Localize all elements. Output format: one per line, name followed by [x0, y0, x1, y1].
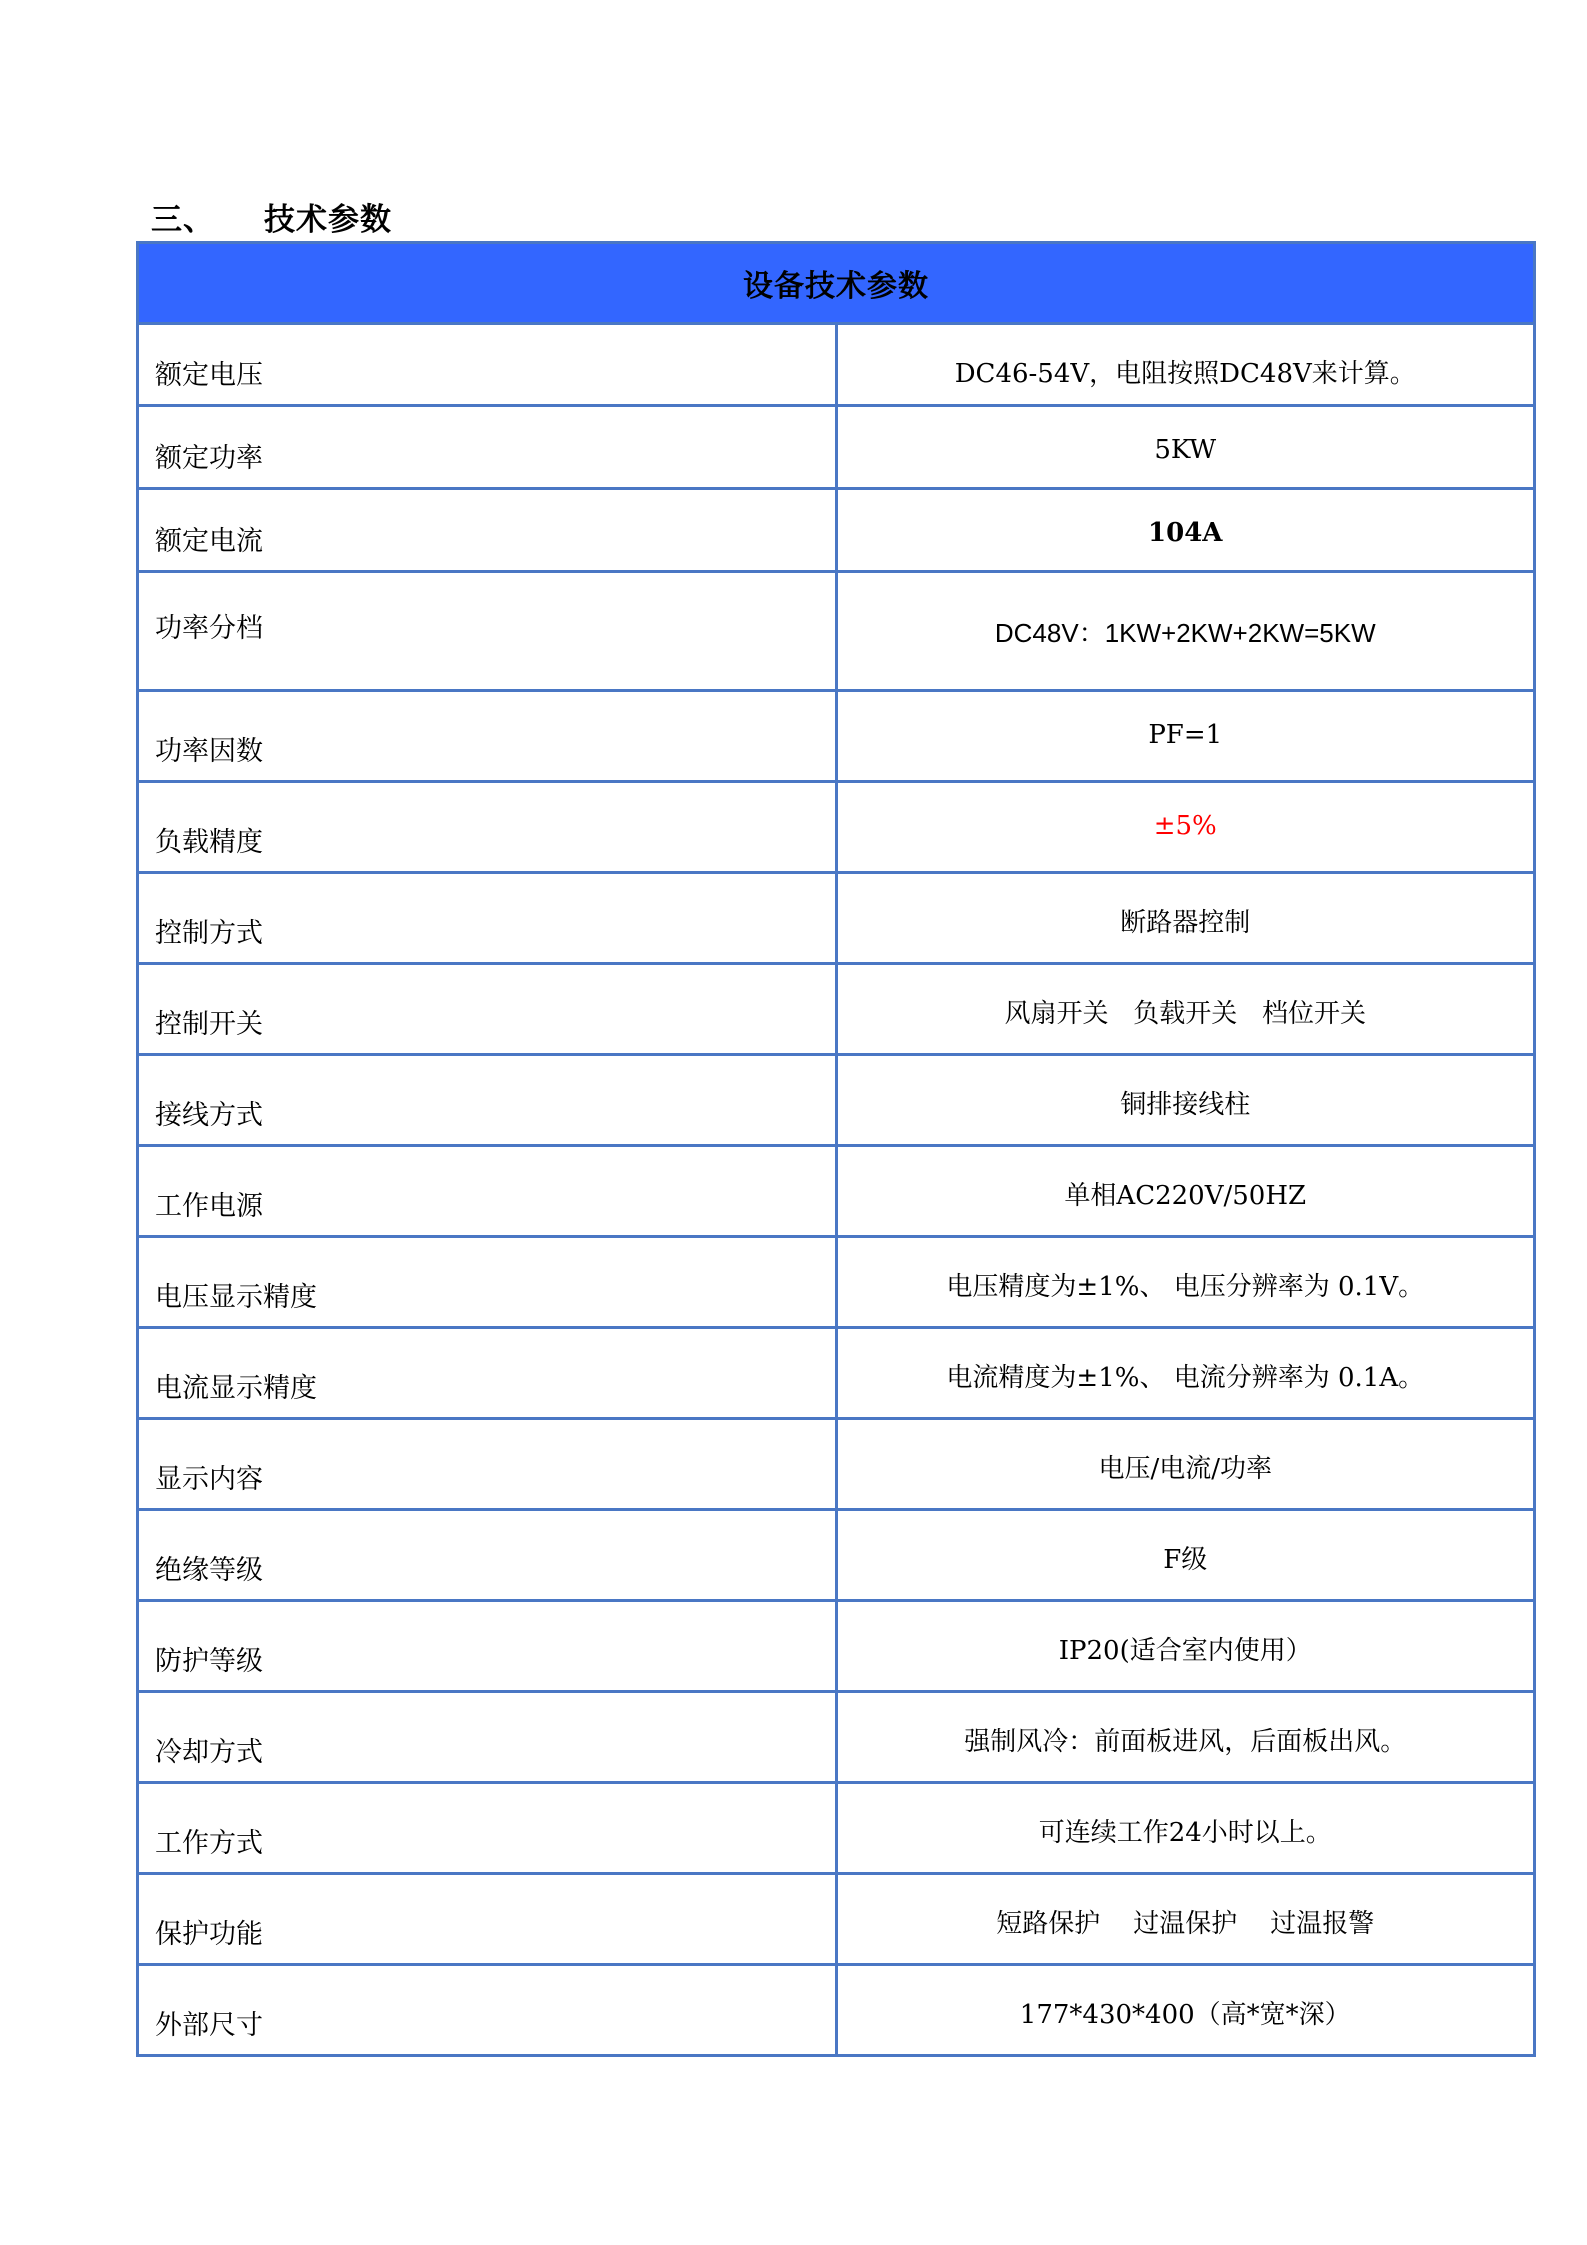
table-row [138, 1055, 1535, 1146]
row-label: 额定功率 [138, 406, 837, 489]
table-row [138, 1419, 1535, 1510]
row-value: 104A [836, 489, 1535, 572]
section-heading [151, 192, 392, 240]
row-label: 功率因数 [138, 691, 837, 782]
table-row [138, 964, 1535, 1055]
row-label: 额定电流 [138, 489, 837, 572]
table-row [138, 1965, 1535, 2056]
row-label: 工作方式 [138, 1783, 837, 1874]
row-label: 显示内容 [138, 1419, 837, 1510]
table-row [138, 572, 1535, 691]
spec-table-header: 设备技术参数 [138, 243, 1535, 324]
row-value: ±5% [836, 782, 1535, 873]
row-label: 电压显示精度 [138, 1237, 837, 1328]
table-row [138, 1510, 1535, 1601]
table-row [138, 691, 1535, 782]
row-value: 5KW [836, 406, 1535, 489]
spec-table [136, 241, 1536, 2057]
row-label: 防护等级 [138, 1601, 837, 1692]
table-row [138, 873, 1535, 964]
table-row [138, 1237, 1535, 1328]
section-title: 技术参数 [264, 201, 392, 238]
row-label: 绝缘等级 [138, 1510, 837, 1601]
row-value: 可连续工作24小时以上。 [836, 1783, 1535, 1874]
row-value: 电压精度为±1%、 电压分辨率为 0.1V。 [836, 1237, 1535, 1328]
row-value: 短路保护 过温保护 过温报警 [836, 1874, 1535, 1965]
row-label: 额定电压 [138, 324, 837, 406]
row-value: 断路器控制 [836, 873, 1535, 964]
row-value: 电流精度为±1%、 电流分辨率为 0.1A。 [836, 1328, 1535, 1419]
table-row [138, 1328, 1535, 1419]
table-row [138, 782, 1535, 873]
row-label: 控制开关 [138, 964, 837, 1055]
row-label: 电流显示精度 [138, 1328, 837, 1419]
row-value: IP20(适合室内使用） [836, 1601, 1535, 1692]
table-row [138, 324, 1535, 406]
table-row [138, 1692, 1535, 1783]
row-label: 功率分档 [138, 572, 837, 691]
table-row [138, 406, 1535, 489]
table-row [138, 1601, 1535, 1692]
row-value: PF=1 [836, 691, 1535, 782]
row-value: DC48V：1KW+2KW+2KW=5KW [836, 572, 1535, 691]
section-number: 三、 [151, 201, 215, 238]
table-row [138, 1146, 1535, 1237]
table-row [138, 1783, 1535, 1874]
row-label: 接线方式 [138, 1055, 837, 1146]
row-value: 电压/电流/功率 [836, 1419, 1535, 1510]
row-value: 风扇开关 负载开关 档位开关 [836, 964, 1535, 1055]
table-row [138, 1874, 1535, 1965]
row-value: DC46-54V，电阻按照DC48V来计算。 [836, 324, 1535, 406]
row-value: 强制风冷：前面板进风，后面板出风。 [836, 1692, 1535, 1783]
row-value: 单相AC220V/50HZ [836, 1146, 1535, 1237]
table-row [138, 489, 1535, 572]
row-label: 冷却方式 [138, 1692, 837, 1783]
row-label: 工作电源 [138, 1146, 837, 1237]
row-label: 控制方式 [138, 873, 837, 964]
row-value: 177*430*400（高*宽*深） [836, 1965, 1535, 2056]
spec-table-header-row [138, 243, 1535, 324]
row-value: 铜排接线柱 [836, 1055, 1535, 1146]
row-label: 负载精度 [138, 782, 837, 873]
row-value: F级 [836, 1510, 1535, 1601]
row-label: 保护功能 [138, 1874, 837, 1965]
row-label: 外部尺寸 [138, 1965, 837, 2056]
